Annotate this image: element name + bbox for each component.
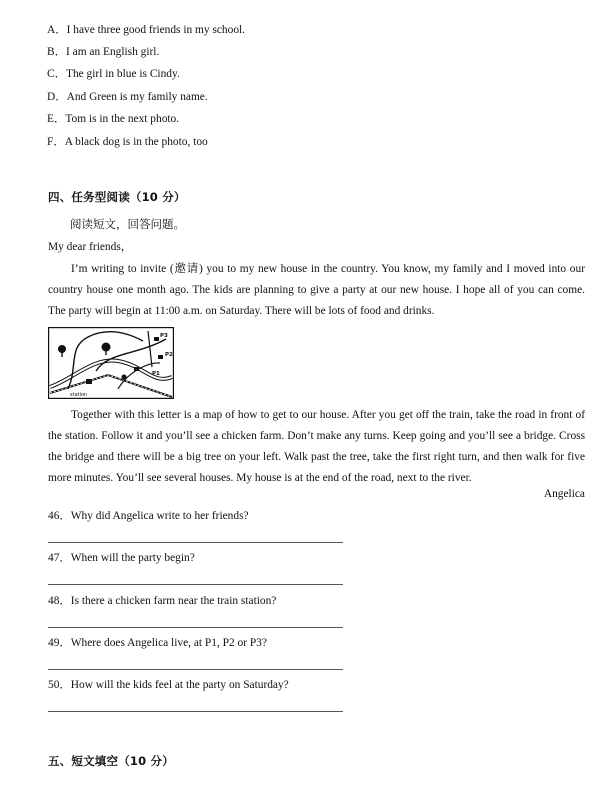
letter-paragraph-1: I’m writing to invite (邀请) you to my new house in the country. You know, my family and I moved into our country house one month ago. The kids are planning to give a party at our new house. I hope all of you can come. The party will begin at 11:00 a.m. on Saturday. There will be lots of food and drinks.	[48, 263, 585, 317]
question-number: 48．	[48, 595, 71, 607]
answer-line-47[interactable]	[48, 584, 343, 585]
option-letter: A．	[47, 24, 67, 36]
answer-line-48[interactable]	[48, 627, 343, 628]
answer-line-49[interactable]	[48, 669, 343, 670]
section-4-instruction: 阅读短文，回答问题。	[70, 217, 185, 231]
question-text: When will the party begin?	[70, 552, 195, 564]
letter-paragraph-2: Together with this letter is a map of how to get to our house. After you get off the train, take the road in front of the station. Follow it and you’ll see a chicken farm. Don’t make any turns. Keep going and you’ll see a bridge. Cross the bridge and there will be a big tree on your left. Walk past the tree, take the first right turn, and then walk for five more minutes. You’ll see several houses. My house is at the end of the road, next to the river.	[48, 409, 585, 484]
option-letter: E．	[47, 113, 66, 125]
option-a	[47, 23, 245, 39]
option-letter: F．	[47, 136, 65, 148]
map-label-p3: P3	[160, 333, 168, 339]
option-d	[47, 90, 208, 106]
map-label-p1: P1	[152, 371, 160, 377]
option-text: Tom is in the next photo.	[65, 113, 180, 125]
letter-signature: Angelica	[543, 488, 585, 500]
question-number: 50．	[48, 679, 71, 691]
map-label-p2: P2	[165, 352, 173, 358]
option-text: I am an English girl.	[66, 46, 160, 58]
question-49	[48, 636, 267, 652]
letter-salutation: My dear friends，	[48, 241, 133, 253]
option-f	[47, 135, 208, 151]
option-c	[47, 67, 180, 83]
question-text: Why did Angelica write to her friends?	[70, 510, 249, 522]
option-text: I have three good friends in my school.	[66, 24, 246, 36]
question-46	[48, 509, 249, 525]
question-48	[48, 594, 276, 610]
map-label-station: station	[70, 392, 88, 398]
option-e	[47, 112, 179, 128]
answer-line-46[interactable]	[48, 542, 343, 543]
question-number: 47．	[48, 552, 71, 564]
option-letter: C．	[47, 68, 66, 80]
question-number: 46．	[48, 510, 71, 522]
question-47	[48, 551, 195, 567]
option-text: And Green is my family name.	[66, 91, 208, 103]
question-text: Where does Angelica live, at P1, P2 or P3?	[70, 637, 267, 649]
answer-line-50[interactable]	[48, 711, 343, 712]
section-4-title: 四、任务型阅读（10 分）	[48, 190, 186, 204]
option-letter: B．	[47, 46, 66, 58]
question-text: Is there a chicken farm near the train station?	[70, 595, 277, 607]
option-letter: D．	[47, 91, 67, 103]
route-map	[48, 327, 174, 399]
question-number: 49．	[48, 637, 71, 649]
question-text: How will the kids feel at the party on Saturday?	[70, 679, 289, 691]
option-b	[47, 45, 159, 61]
option-text: The girl in blue is Cindy.	[66, 68, 180, 80]
question-50	[48, 678, 289, 694]
section-5-title: 五、短文填空（10 分）	[48, 754, 174, 768]
option-text: A black dog is in the photo, too	[64, 136, 208, 148]
